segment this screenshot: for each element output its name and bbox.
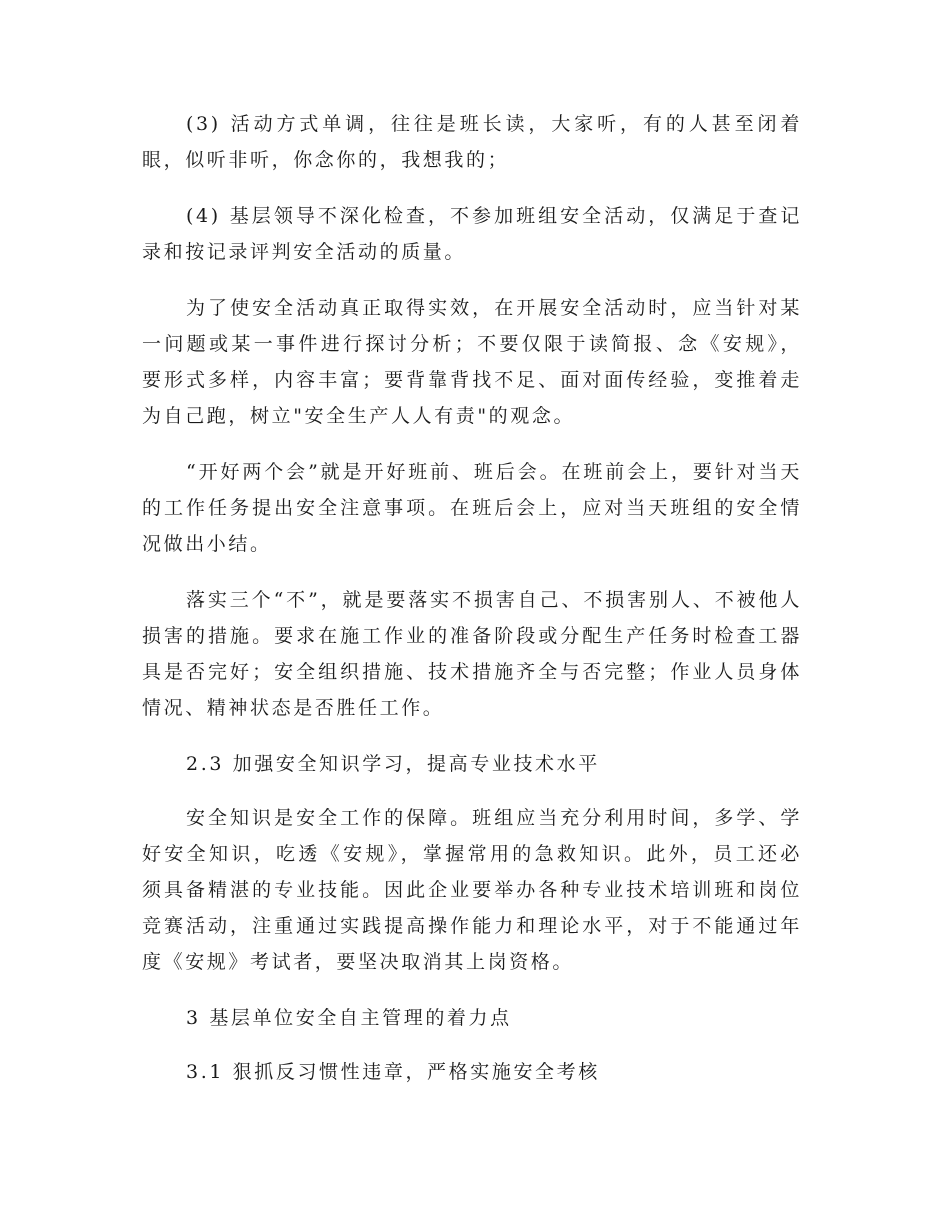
paragraph-activity-monotony: (3) 活动方式单调，往往是班长读，大家听，有的人甚至闭着眼，似听非听，你念你的，我想我的；	[142, 113, 802, 171]
paragraph-three-nots: 落实三个“不”，就是要落实不损害自己、不损害别人、不被他人损害的措施。要求在施工作业的准备阶段或分配生产任务时检查工器具是否完好；安全组织措施、技术措施齐全与否完整；作业人员身体情况、精神状态是否胜任工作。	[142, 589, 802, 719]
paragraph-two-meetings: “开好两个会”就是开好班前、班后会。在班前会上，要针对当天的工作任务提出安全注意事项。在班后会上，应对当天班组的安全情况做出小结。	[142, 461, 802, 555]
section-heading-2-3: 2.3 加强安全知识学习，提高专业技术水平	[186, 753, 600, 775]
section-heading-3-1: 3.1 狠抓反习惯性违章，严格实施安全考核	[186, 1061, 600, 1083]
paragraph-safety-knowledge: 安全知识是安全工作的保障。班组应当充分利用时间，多学、学好安全知识，吃透《安规》，掌握常用的急救知识。此外，员工还必须具备精湛的专业技能。因此企业要举办各种专业技术培训班和岗位竞赛活动，注重通过实践提高操作能力和理论水平，对于不能通过年度《安规》考试者，要坚决取消其上岗资格。	[142, 807, 802, 973]
paragraph-effective-activity: 为了使安全活动真正取得实效，在开展安全活动时，应当针对某一问题或某一事件进行探讨分析；不要仅限于读简报、念《安规》，要形式多样，内容丰富；要背靠背找不足、面对面传经验，变推着走为自己跑，树立"安全生产人人有责"的观念。	[142, 297, 802, 427]
paragraph-leader-inspection: (4) 基层领导不深化检查，不参加班组安全活动，仅满足于查记录和按记录评判安全活动的质量。	[142, 205, 802, 263]
section-heading-3: 3 基层单位安全自主管理的着力点	[186, 1007, 512, 1029]
